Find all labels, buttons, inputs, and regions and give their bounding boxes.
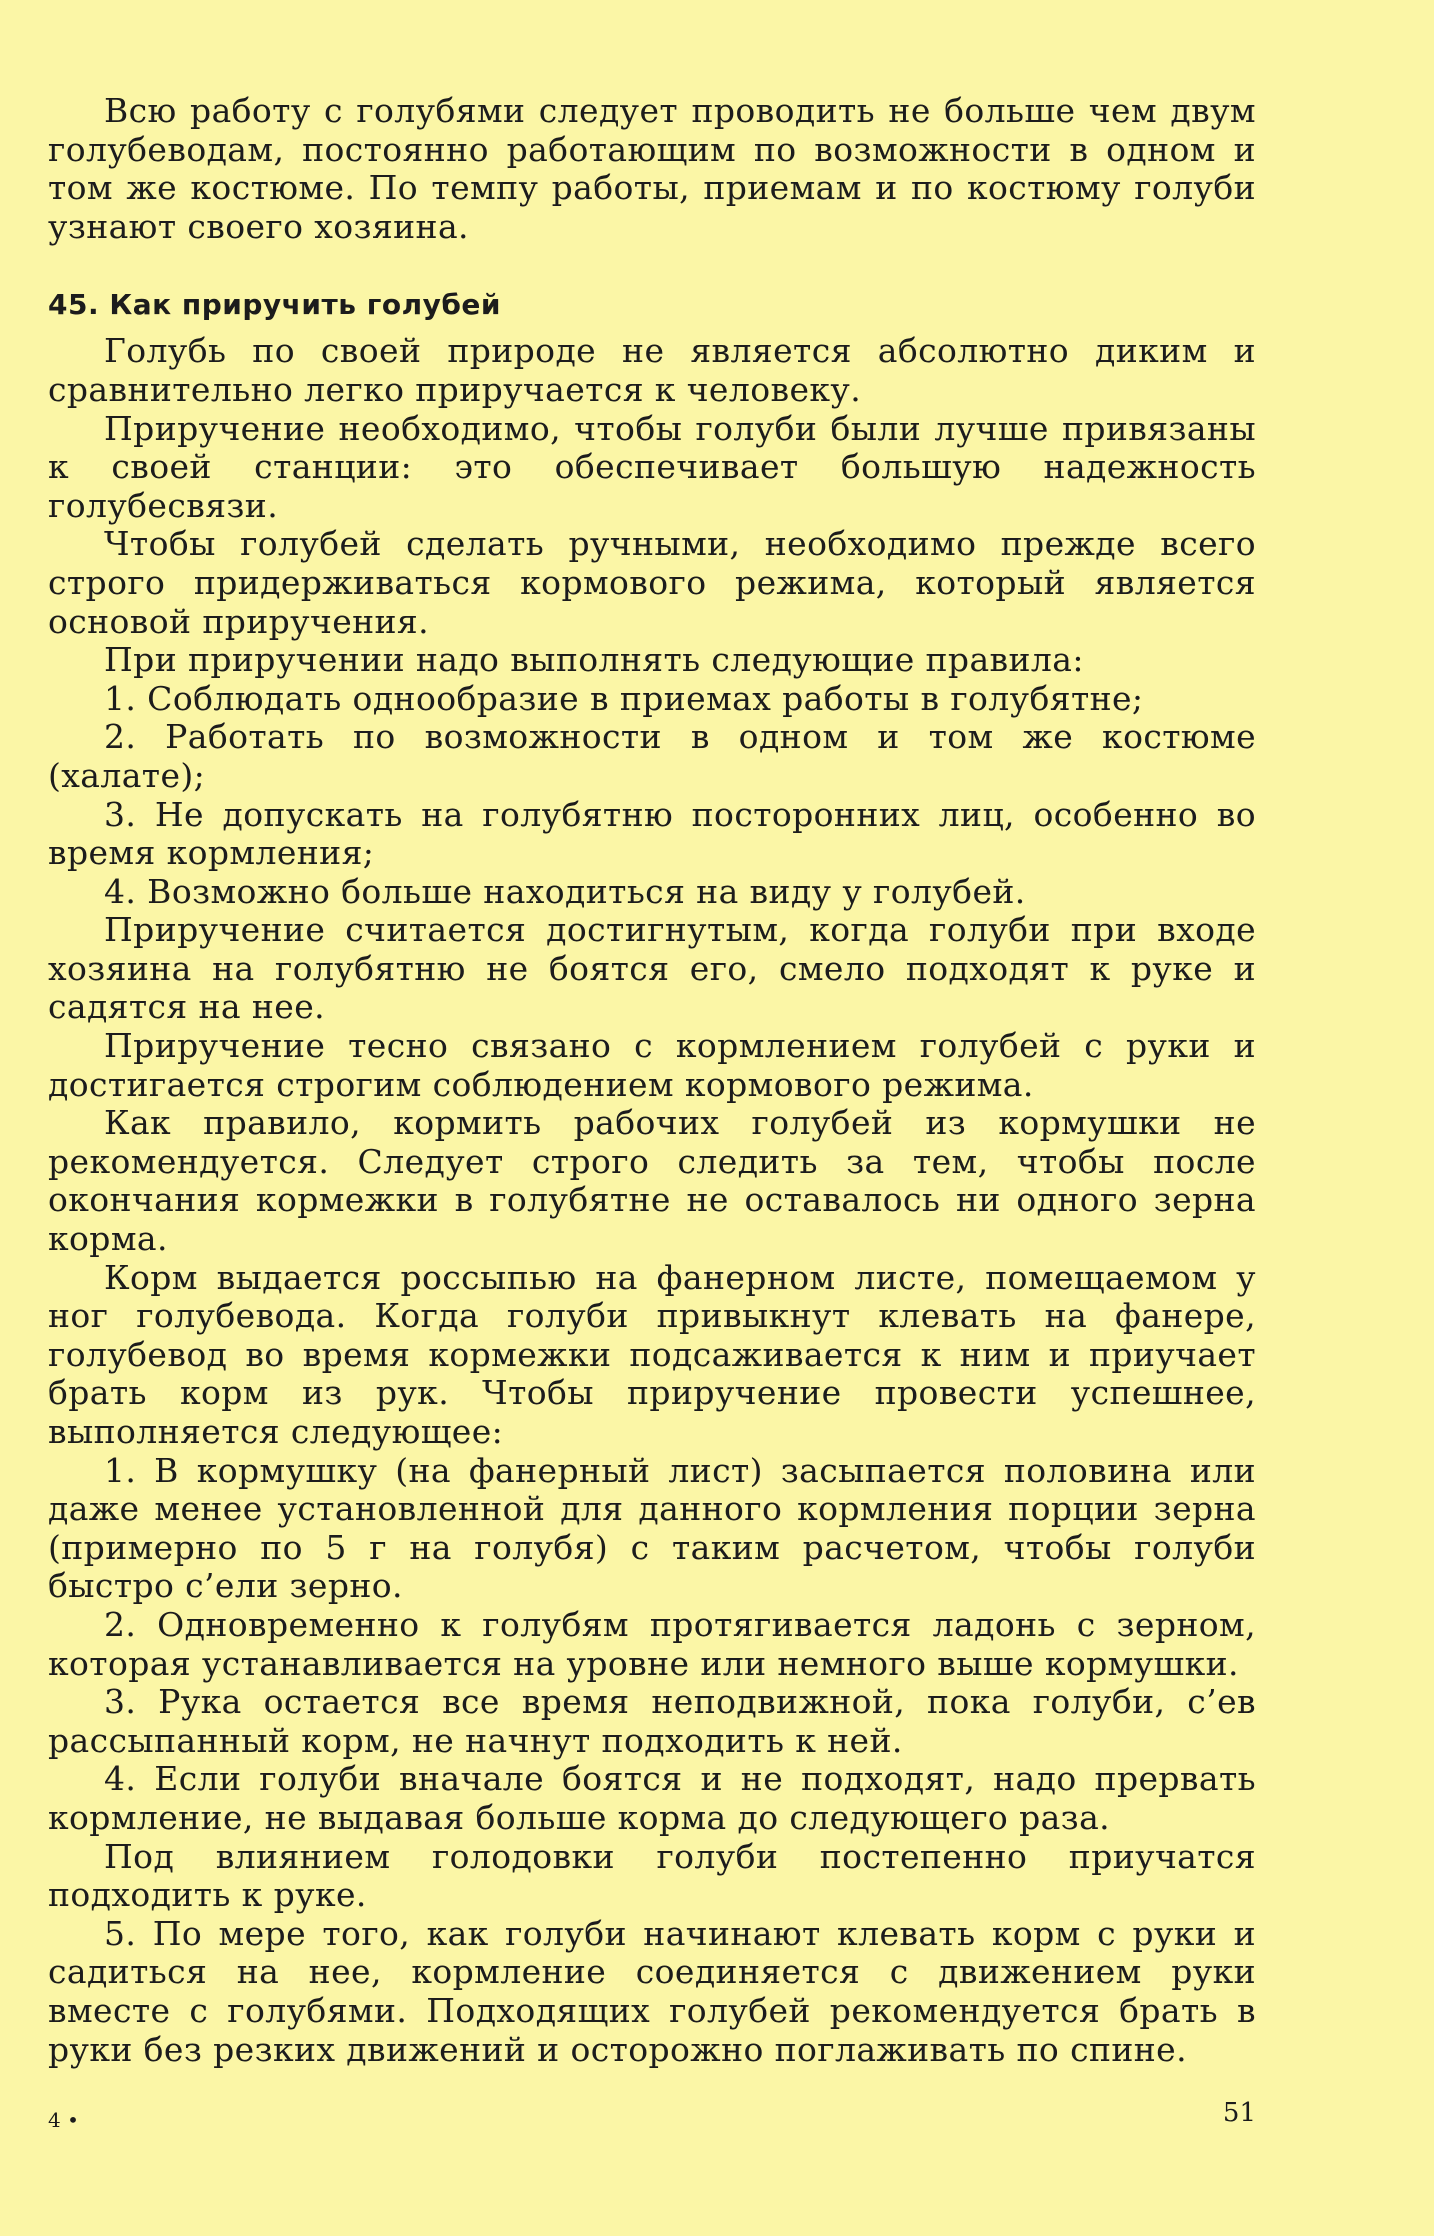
paragraph: При приручении надо выполнять следующие правила: [104, 640, 1084, 680]
rule-item: 4. Возможно больше находиться на виду у голубей. [104, 871, 1026, 911]
page-body [48, 92, 1256, 2152]
page-footer [48, 2098, 1256, 2138]
paragraph: Как правило, кормить рабочих голубей из кормушки не рекомендуется. Следует строго следить за тем, чтобы после окончания кормежки в голубятне не оставалось ни одного зерна корма. [48, 1103, 1256, 1259]
paragraph: Чтобы голубей сделать ручными, необходимо прежде всего строго придерживаться кормового режима, который является основой приручения. [48, 524, 1256, 641]
paragraph: Под влиянием голодовки голуби постепенно приучатся подходить к руке. [48, 1836, 1256, 1915]
rule-item: 3. Не допускать на голубятню посторонних лиц, особенно во время кормления; [48, 794, 1256, 873]
intro-paragraph: Всю работу с голубями следует проводить не больше чем двум голубеводам, постоянно работающим по возможности в одном и том же костюме. По темпу работы, приемам и по костюму голуби узнают своего хозяина. [48, 91, 1256, 246]
paragraph: Голубь по своей природе не является абсолютно диким и сравнительно легко приручается к человеку. [48, 331, 1256, 409]
paragraph: Приручение считается достигнутым, когда голуби при входе хозяина на голубятню не боятся его, смело подходят к руке и садятся на нее. [48, 910, 1256, 1027]
rule-item: 2. Работать по возможности в одном и том же костюме (халате); [48, 717, 1256, 795]
step-item: 5. По мере того, как голуби начинают клевать корм с руки и садиться на нее, кормление соединяется с движением руки вместе с голубями. Подходящих голубей рекомендуется брать в руки без резких движений и осторожно поглаживать по спине. [48, 1913, 1256, 2069]
step-item: 2. Одновременно к голубям протягивается ладонь с зерном, которая устанавливается на уровне или немного выше кормушки. [48, 1604, 1256, 1683]
step-item: 1. В кормушку (на фанерный лист) засыпается половина или даже менее установленной для данного кормления порции зерна (примерно по 5 г на голубя) с таким расчетом, чтобы голуби быстро с’ели зерно. [48, 1450, 1256, 1606]
page-number: 51 [1222, 2098, 1256, 2128]
paragraph: Корм выдается россыпью на фанерном листе, помещаемом у ног голубевода. Когда голуби привыкнут клевать на фанере, голубевод во время кормежки подсаживается к ним и приучает брать корм из рук. Чтобы приручение провести успешнее, выполняется следующее: [48, 1257, 1256, 1451]
step-item: 4. Если голуби вначале боятся и не подходят, надо прервать кормление, не выдавая больше корма до следующего раза. [48, 1759, 1256, 1837]
section-heading: 45. Как приручить голубей [48, 288, 501, 322]
step-item: 3. Рука остается все время неподвижной, пока голуби, с’ев рассыпанный корм, не начнут подходить к ней. [48, 1682, 1256, 1760]
paragraph: Приручение необходимо, чтобы голуби были лучше привязаны к своей станции: это обеспечивает большую надежность голубесвязи. [48, 408, 1256, 525]
signature-mark: 4 • [48, 2108, 79, 2132]
paragraph: Приручение тесно связано с кормлением голубей с руки и достигается строгим соблюдением кормового режима. [48, 1026, 1256, 1104]
rule-item: 1. Соблюдать однообразие в приемах работы в голубятне; [104, 678, 1144, 718]
